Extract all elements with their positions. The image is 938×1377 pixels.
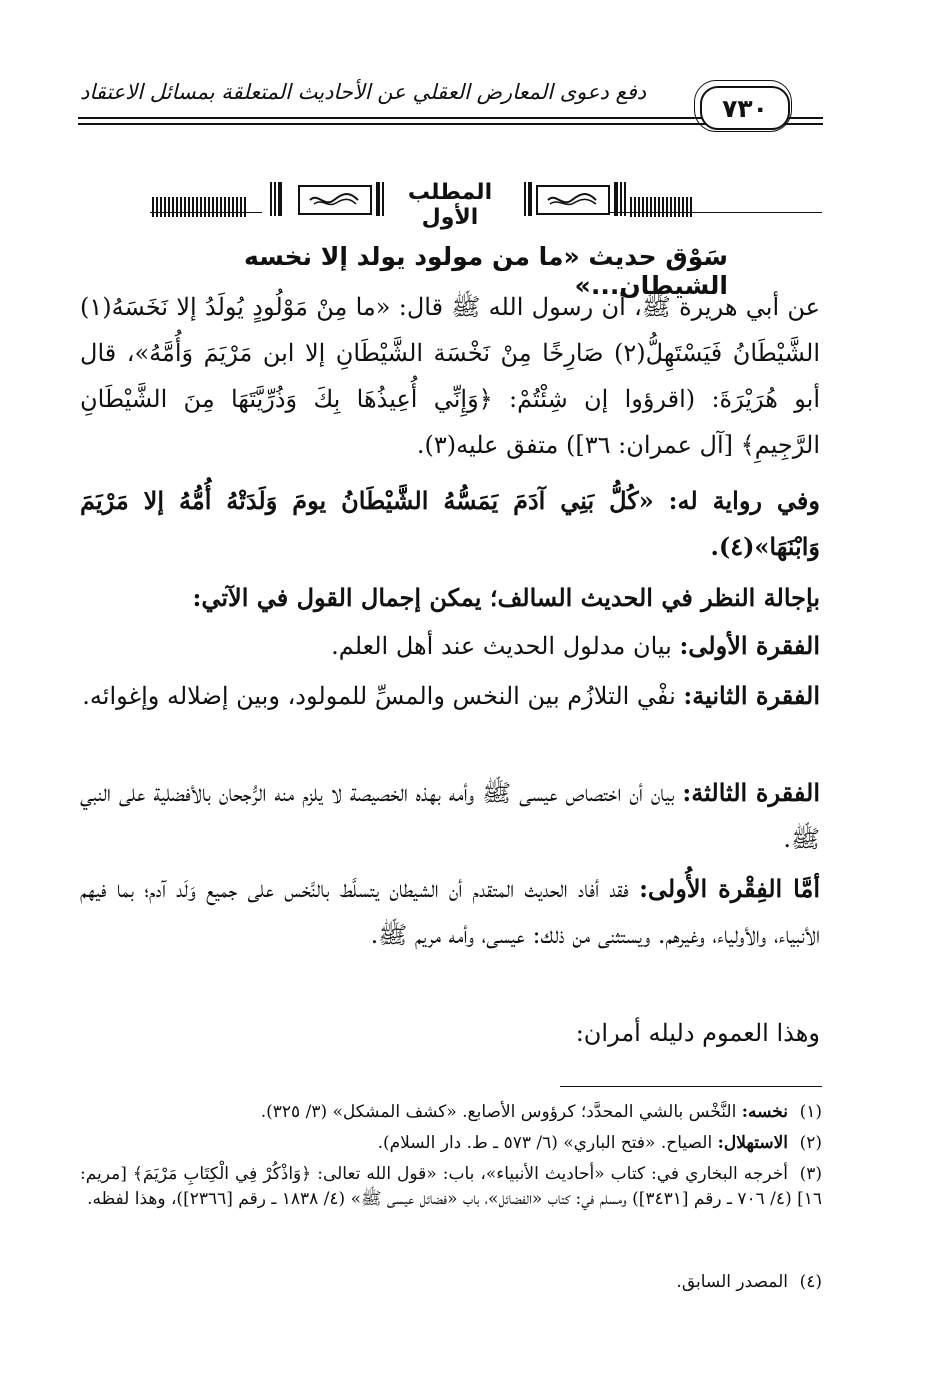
paragraph-hadith: عن أبي هريرة ﷺ، أن رسول الله ﷺ قال: «ما مِنْ مَوْلُودٍ يُولَدُ إلا نَخَسَهُ(١) الشَّيْطَانُ فَيَسْتَهِلُّ(٢) صَارِخًا مِنْ نَخْسَة الشَّيْطَانِ إلا ابن مَرْيَمَ وَأُمَّهُ»، قال أبو هُرَيْرَةَ: (اقرؤوا إن شِئْتُمْ: ﴿وَإِنِّي أُعِيذُهَا بِكَ وَذُرِّيَّتَهَا مِنَ الشَّيْطَانِ الرَّجِيمِ﴾ [آل عمران: ٣٦]) متفق عليه(٣). [80,293,820,459]
running-title: دفع دعوى المعارض العقلي عن الأحاديث المتعلقة بمسائل الاعتقاد [80,80,647,104]
header-stub-rule [792,123,822,125]
footnote-text: النَّخْس بالشي المحدَّد؛ كرؤوس الأصابع. «كشف المشكل» (٣/ ٣٢٥). [260,1102,742,1122]
footnote-label: الاستهلال: [717,1133,788,1153]
footnote-text: أخرجه البخاري في: كتاب «أحاديث الأنبياء»، باب: «قول الله تعالى: ﴿وَاذْكُرْ فِي الْكِتَابِ مَرْيَمَ﴾ [مريم: ١٦] (٤/ ٧٠٦ ـ رقم [٣٤٣١]) ومسلم في: كتاب «الفضائل»، باب «فضائل عيسى ﷺ» (٤/ ١٨٣٨ ـ رقم [٢٣٦٦])، وهذا لفظه. [80,1164,822,1209]
footnote-number: (٤) [799,1272,822,1292]
paragraph-third-section [80,770,820,862]
footnote-1 [80,1100,822,1125]
paragraph-discussion [80,866,820,958]
ornament-bars [270,182,282,216]
text-first-section: بيان مدلول الحديث عند أهل العلم. [331,632,680,660]
ornament-box-right [536,185,610,215]
footnote-number: (١) [799,1102,822,1122]
footnote-text: المصدر السابق. [676,1272,788,1292]
footnote-label: نخسه: [741,1102,788,1122]
paragraph-intro [80,575,820,621]
paragraph-evidence: وهذا العموم دليله أمران: [575,1019,820,1047]
paragraph-narration [80,478,820,570]
label-discussion: أمَّا الفِقْرة الأُولى: [639,874,820,903]
page-number: ٧٣٠ [700,86,790,130]
label-third-section: الفقرة الثالثة: [682,778,821,807]
ornament-bars [614,182,626,216]
section-title: المطلب الأول [407,180,493,230]
text-third-section: بيان أن اختصاص عيسى ﷺ وأمه بهذه الخصيصة لا يلزم منه الرُّجحان بالأفضلية على النبي ﷺ. [80,779,820,853]
paragraph-intro-text: بإجالة النظر في الحديث السالف؛ يمكن إجمال القول في الآتي: [192,583,820,612]
text-discussion: فقد أفاد الحديث المتقدم أن الشيطان يتسلَّط بالنَّخس على جميع وَلَد آدم؛ بما فيهم الأنبياء، والأولياء، وغيرهم. ويستثنى من ذلك: عيسى، وأمه مريم ﷺ. [80,875,820,949]
text-second-section: نفْي التلازُم بين النخس والمسِّ للمولود، وبين إضلاله وإغوائه. [82,682,684,710]
header-stub-rule [792,117,822,119]
ornament-box-left [298,185,372,215]
ornament-bars [524,182,532,216]
label-second-section: الفقرة الثانية: [683,681,820,710]
footnote-2 [80,1131,822,1156]
footnote-rule [560,1086,822,1087]
footnote-4 [80,1270,822,1295]
label-first-section: الفقرة الأولى: [679,631,820,660]
ornament-bars-left [152,183,252,217]
ornament-bars-right [630,183,740,217]
footnote-text: الصياح. «فتح الباري» (٦/ ٥٧٣ ـ ط. دار السلام). [377,1133,718,1153]
paragraph-second-section [80,673,820,719]
footnote-3 [80,1162,822,1212]
paragraph-narration-text: وفي رواية له: «كُلُّ بَنِي آدَمَ يَمَسُّهُ الشَّيْطَانُ يومَ وَلَدَتْهُ أُمُّهُ إلا مَرْيَمَ وَابْنَهَا»(٤). [80,486,820,561]
paragraph-first-section [80,623,820,669]
footnote-number: (٢) [799,1133,822,1153]
footnote-number: (٣) [799,1164,822,1184]
hadith-heading: سَوْق حديث «ما من مولود يولد إلا نخسه الشيطان...» [244,242,728,300]
